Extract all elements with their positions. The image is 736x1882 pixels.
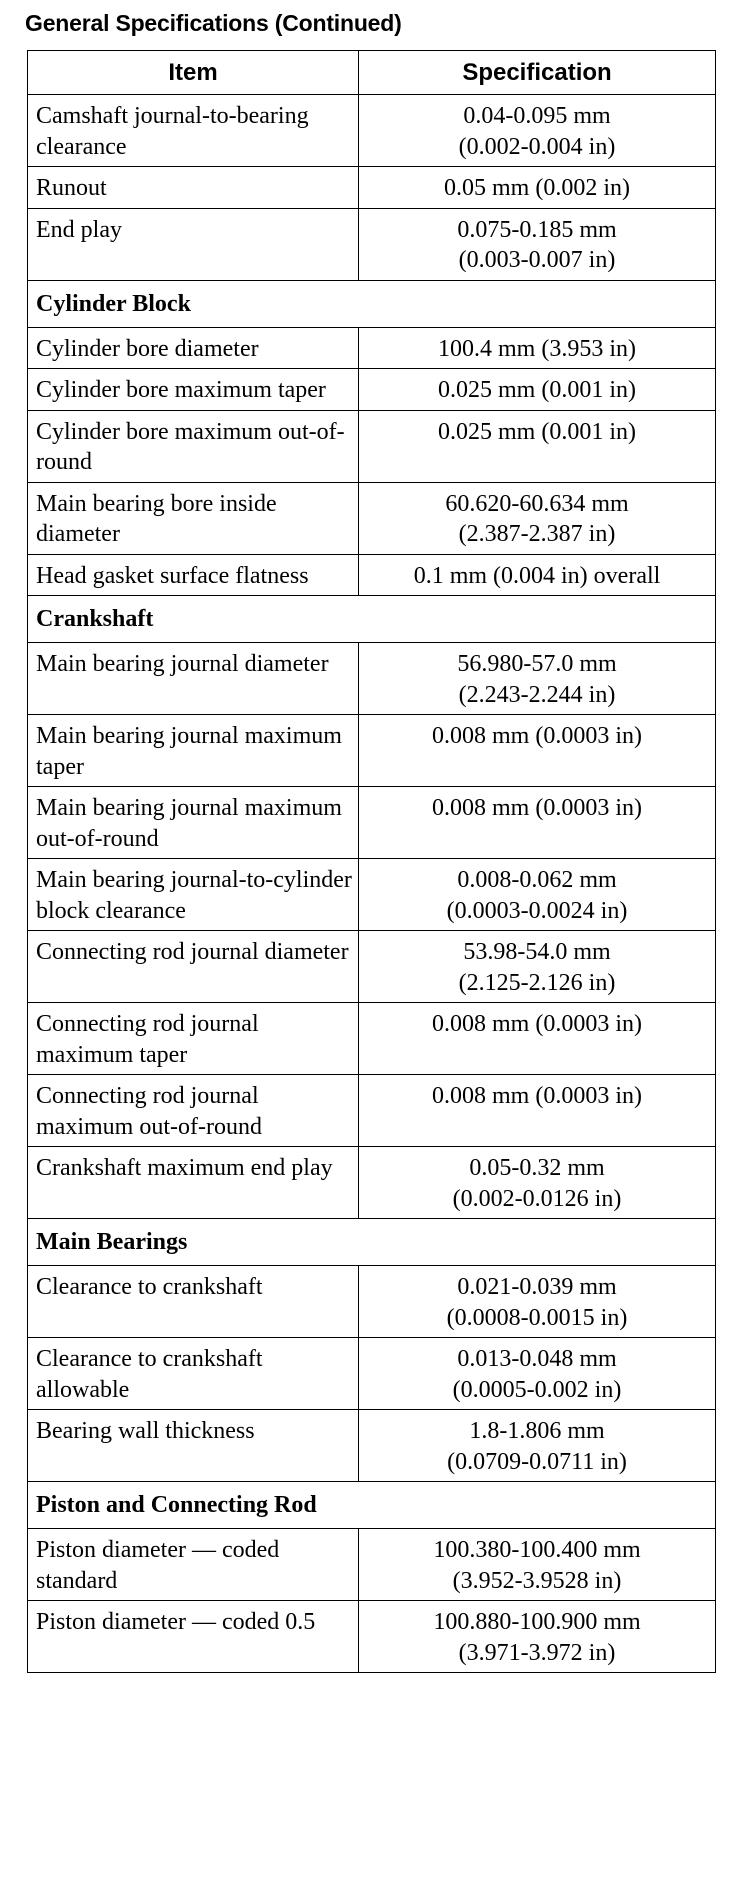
specification-cell: [359, 167, 716, 209]
specification-cell: [359, 1075, 716, 1147]
table-row: [28, 1338, 716, 1410]
section-header: Piston and Connecting Rod: [28, 1482, 716, 1529]
table-row: [28, 715, 716, 787]
specification-cell: [359, 1410, 716, 1482]
section-header: Cylinder Block: [28, 280, 716, 327]
section-header: Crankshaft: [28, 596, 716, 643]
specification-value: 0.021-0.039 mm: [457, 1274, 617, 1300]
specification-cell: [359, 482, 716, 554]
item-cell: Cylinder bore maximum out-of-round: [28, 410, 359, 482]
item-cell: Camshaft journal-to-bearing clearance: [28, 95, 359, 167]
specification-value: (0.0003-0.0024 in): [446, 897, 628, 924]
specification-value: (0.003-0.007 in): [458, 247, 616, 273]
specification-cell: [359, 643, 716, 715]
specification-value: 0.008 mm (0.0003 in): [432, 723, 642, 749]
specification-value: 0.04-0.095 mm: [463, 103, 611, 129]
specification-cell: [359, 327, 716, 369]
item-cell: Main bearing bore inside diameter: [28, 482, 359, 554]
table-row: [28, 1075, 716, 1147]
item-cell: End play: [28, 208, 359, 280]
specification-cell: [359, 1338, 716, 1410]
specification-cell: [359, 859, 716, 931]
specification-value: 0.008 mm (0.0003 in): [432, 1083, 642, 1109]
table-row: [28, 1266, 716, 1338]
specification-value: (0.002-0.004 in): [458, 133, 616, 160]
item-cell: Main bearing journal diameter: [28, 643, 359, 715]
specification-value: 0.05-0.32 mm: [469, 1155, 605, 1181]
specification-value: 1.8-1.806 mm: [469, 1418, 605, 1444]
column-header-specification: Specification: [359, 51, 716, 95]
specification-value: 56.980-57.0 mm: [457, 651, 617, 677]
specification-value: (0.0008-0.0015 in): [446, 1304, 628, 1331]
section-header-row: [28, 280, 716, 327]
specification-cell: [359, 1529, 716, 1601]
table-row: [28, 859, 716, 931]
specification-value: 0.1 mm (0.004 in) overall: [413, 562, 661, 589]
specification-cell: [359, 715, 716, 787]
table-row: [28, 931, 716, 1003]
page-title: General Specifications (Continued): [25, 10, 402, 36]
specification-value: 60.620-60.634 mm: [445, 490, 629, 517]
item-cell: Head gasket surface flatness: [28, 554, 359, 596]
specification-cell: [359, 1266, 716, 1338]
specification-value: (3.971-3.972 in): [458, 1639, 616, 1666]
specification-value: 0.008 mm (0.0003 in): [432, 1011, 642, 1037]
specification-cell: [359, 410, 716, 482]
specification-value: 0.075-0.185 mm: [457, 216, 617, 243]
specification-value: 0.025 mm (0.001 in): [438, 377, 636, 403]
column-header-item: Item: [28, 51, 359, 95]
table-row: [28, 787, 716, 859]
table-row: [28, 327, 716, 369]
specification-value: (2.243-2.244 in): [458, 681, 616, 708]
table-row: [28, 1410, 716, 1482]
item-cell: Clearance to crankshaft: [28, 1266, 359, 1338]
item-cell: Main bearing journal maximum taper: [28, 715, 359, 787]
item-cell: Crankshaft maximum end play: [28, 1147, 359, 1219]
specification-cell: [359, 1601, 716, 1673]
table-row: [28, 95, 716, 167]
table-row: [28, 410, 716, 482]
specification-value: (3.952-3.9528 in): [452, 1567, 622, 1594]
item-cell: Piston diameter — coded 0.5: [28, 1601, 359, 1673]
table-row: [28, 1147, 716, 1219]
specification-value: (0.0709-0.0711 in): [447, 1448, 627, 1475]
table-row: [28, 369, 716, 411]
item-cell: Main bearing journal maximum out-of-round: [28, 787, 359, 859]
specification-value: (0.0005-0.002 in): [452, 1376, 622, 1403]
specification-value: 0.008 mm (0.0003 in): [432, 795, 642, 821]
specifications-table: [27, 50, 716, 1673]
item-cell: Runout: [28, 167, 359, 209]
table-row: [28, 1003, 716, 1075]
item-cell: Clearance to crankshaft allowable: [28, 1338, 359, 1410]
item-cell: Cylinder bore diameter: [28, 327, 359, 369]
specification-value: 0.05 mm (0.002 in): [444, 175, 630, 201]
specification-value: 0.025 mm (0.001 in): [438, 418, 636, 445]
specification-cell: [359, 208, 716, 280]
specification-value: (2.125-2.126 in): [458, 969, 616, 996]
specification-cell: [359, 1147, 716, 1219]
specification-value: 0.008-0.062 mm: [457, 867, 617, 893]
table-row: [28, 1601, 716, 1673]
table-row: [28, 1529, 716, 1601]
item-cell: Cylinder bore maximum taper: [28, 369, 359, 411]
item-cell: Connecting rod journal maximum out-of-round: [28, 1075, 359, 1147]
specification-value: 100.880-100.900 mm: [433, 1609, 641, 1635]
specification-cell: [359, 554, 716, 596]
section-header: Main Bearings: [28, 1219, 716, 1266]
item-cell: Connecting rod journal maximum taper: [28, 1003, 359, 1075]
specification-cell: [359, 369, 716, 411]
specification-cell: [359, 1003, 716, 1075]
specification-value: (0.002-0.0126 in): [452, 1185, 622, 1212]
specification-value: 100.380-100.400 mm: [433, 1537, 641, 1563]
specification-value: (2.387-2.387 in): [458, 521, 616, 547]
section-header-row: [28, 1219, 716, 1266]
item-cell: Main bearing journal-to-cylinder block clearance: [28, 859, 359, 931]
item-cell: Bearing wall thickness: [28, 1410, 359, 1482]
specification-cell: [359, 95, 716, 167]
table-header-row: [28, 51, 716, 95]
table-row: [28, 167, 716, 209]
table-row: [28, 643, 716, 715]
item-cell: Connecting rod journal diameter: [28, 931, 359, 1003]
table-row: [28, 208, 716, 280]
specification-cell: [359, 931, 716, 1003]
table-row: [28, 482, 716, 554]
specification-cell: [359, 787, 716, 859]
section-header-row: [28, 1482, 716, 1529]
specification-value: 53.98-54.0 mm: [463, 939, 611, 965]
specification-value: 100.4 mm (3.953 in): [438, 335, 636, 362]
specification-value: 0.013-0.048 mm: [457, 1346, 617, 1372]
section-header-row: [28, 596, 716, 643]
table-row: [28, 554, 716, 596]
item-cell: Piston diameter — coded standard: [28, 1529, 359, 1601]
table-body: [28, 95, 716, 1673]
